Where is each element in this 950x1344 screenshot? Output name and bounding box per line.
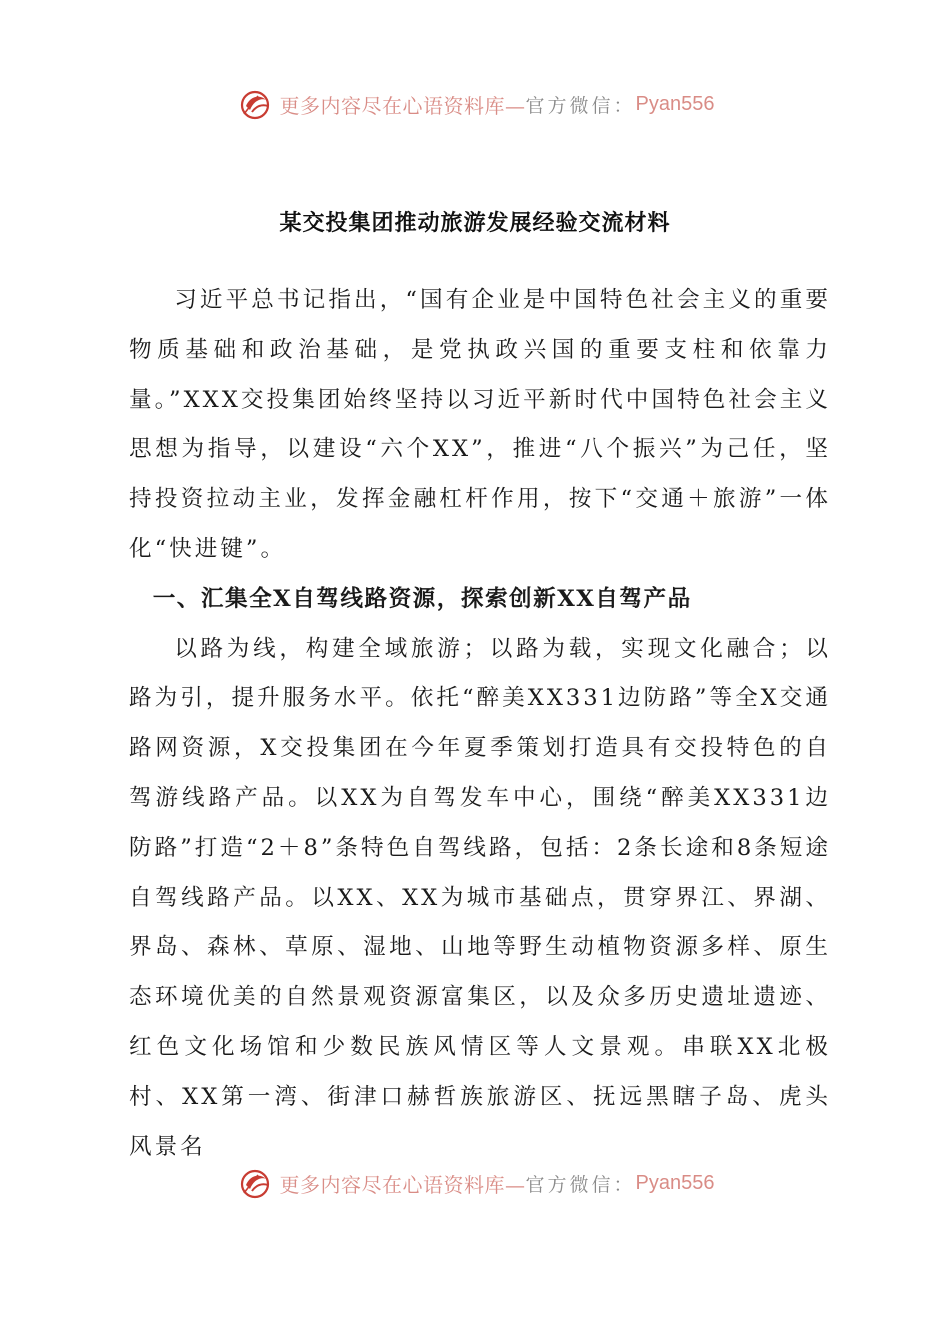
watermark-wechat-label: 官方微信：: [525, 1173, 636, 1196]
document-body: [129, 276, 831, 1172]
document-title: 某交投集团推动旅游发展经验交流材料: [279, 210, 671, 236]
intro-paragraph: 习近平总书记指出，“国有企业是中国特色社会主义的重要物质基础和政治基础，是党执政兴国的重要支柱和依靠力量。”XXX交投集团始终坚持以习近平新时代中国特色社会主义思想为指导，以建设“六个XX”，推进“八个振兴”为己任，坚持投资拉动主业，发挥金融杠杆作用，按下“交通＋旅游”一体化“快进键”。: [129, 287, 831, 562]
logo-icon: [236, 1163, 276, 1203]
watermark-wechat-label: 官方微信：: [525, 94, 636, 117]
watermark-wechat-id: Pyan556: [635, 1171, 715, 1194]
watermark-text: 更多内容尽在心语资料库—: [279, 1172, 526, 1197]
watermark-banner-bottom: [0, 1163, 950, 1203]
watermark-banner-top: [0, 84, 950, 124]
section-heading: 一、汇集全X自驾线路资源，探索创新XX自驾产品: [152, 585, 692, 612]
logo-icon: [236, 84, 276, 124]
section-paragraph: 以路为线，构建全域旅游；以路为载，实现文化融合；以路为引，提升服务水平。依托“醉美XX331边防路”等全X交通路网资源，X交投集团在今年夏季策划打造具有交投特色的自驾游线路产品。以XX为自驾发车中心，围绕“醉美XX331边防路”打造“2＋8”条特色自驾线路，包括：2条长途和8条短途自驾线路产品。以XX、XX为城市基础点，贯穿界江、界湖、界岛、森林、草原、湿地、山地等野生动植物资源多样、原生态环境优美的自然景观资源富集区，以及众多历史遗址遗迹、红色文化场馆和少数民族风情区等人文景观。串联XX北极村、XX第一湾、街津口赫哲族旅游区、抚远黑瞎子岛、虎头风景名: [129, 635, 831, 1160]
watermark-text: 更多内容尽在心语资料库—: [279, 93, 526, 118]
watermark-wechat-id: Pyan556: [635, 92, 715, 115]
